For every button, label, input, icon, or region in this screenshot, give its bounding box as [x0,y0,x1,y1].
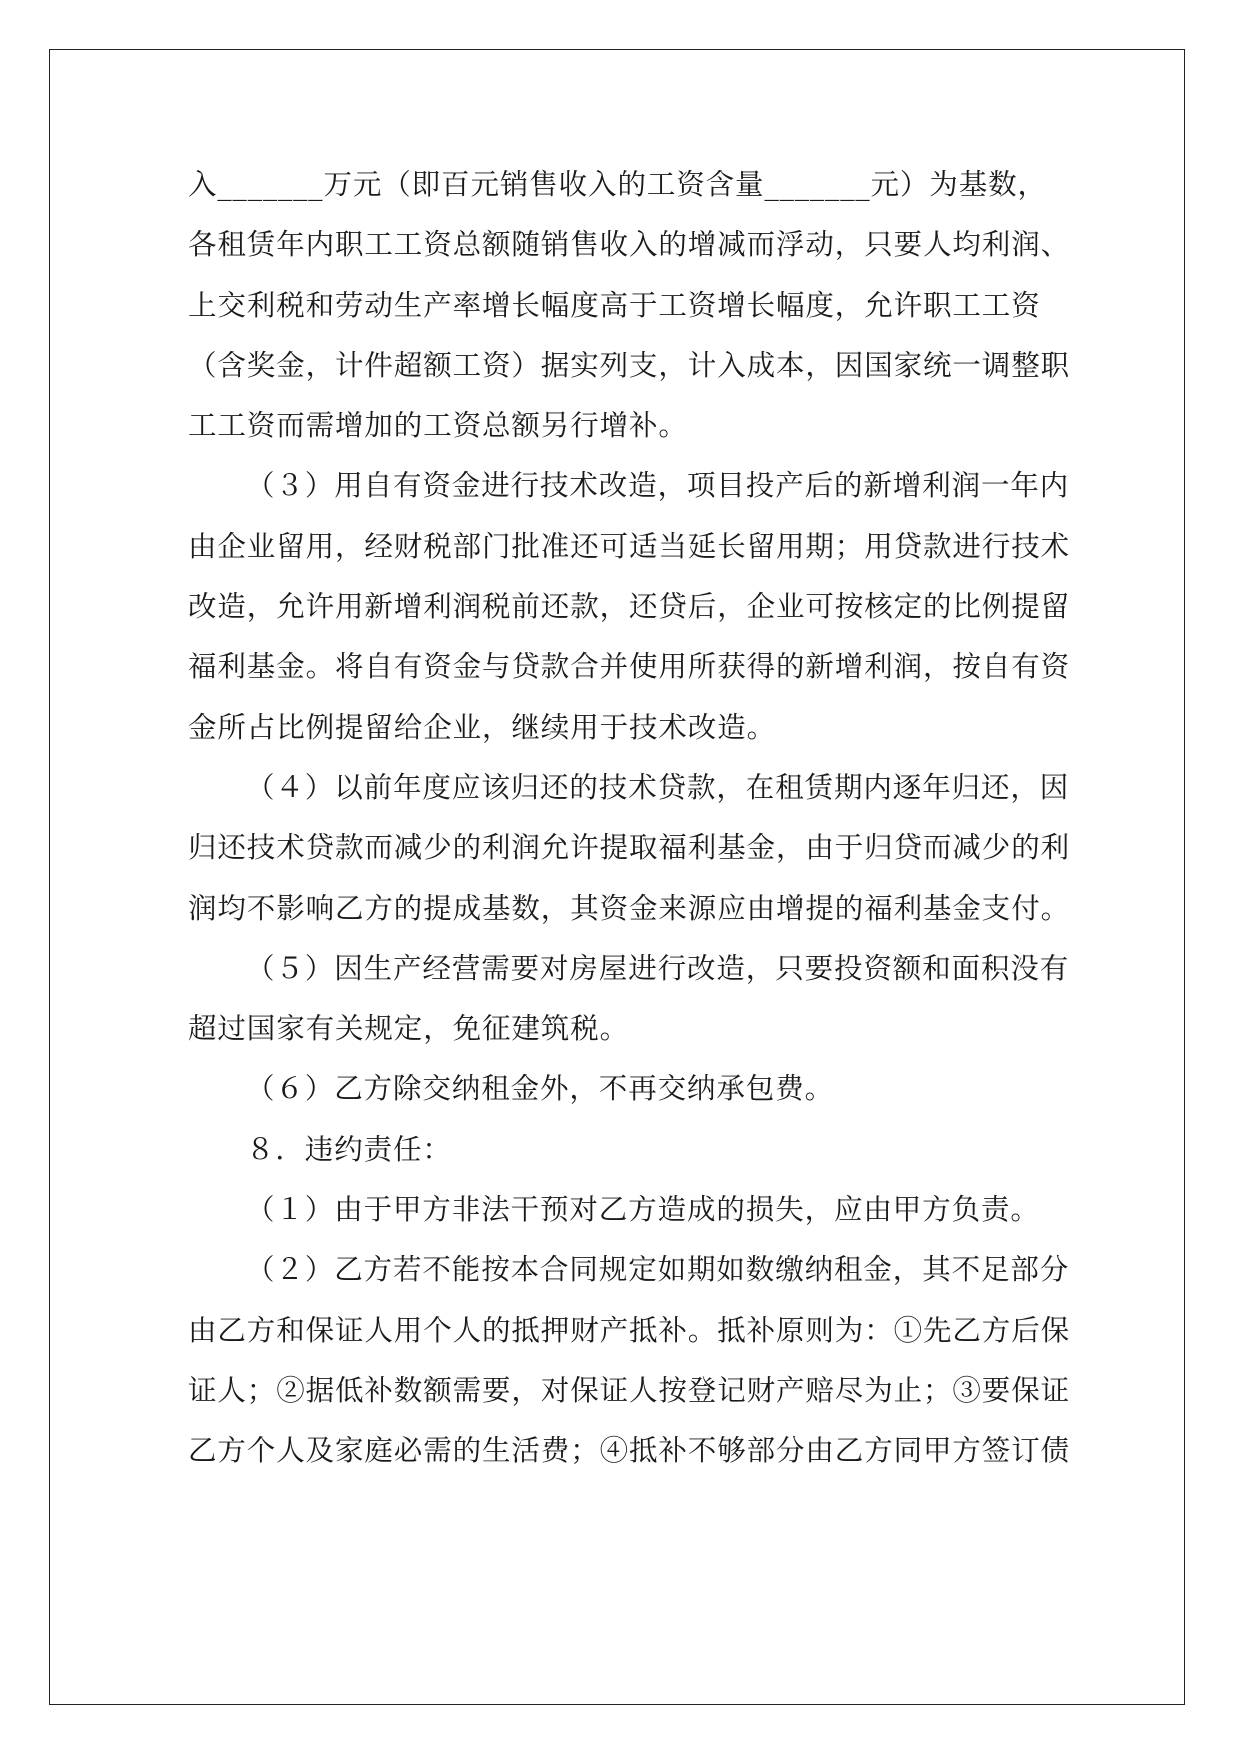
text-line: 工工资而需增加的工资总额另行增补。 [188,409,688,443]
text-line: 各租赁年内职工工资总额随销售收入的增减而浮动，只要人均利润、 [188,228,1071,262]
document-body [188,155,1071,1482]
text-line: 乙方个人及家庭必需的生活费；④抵补不够部分由乙方同甲方签订债 [188,1434,1071,1468]
paragraph-start-line: （５）因生产经营需要对房屋进行改造，只要投资额和面积没有 [246,951,1070,985]
text-line: 超过国家有关规定，免征建筑税。 [188,1012,630,1046]
text-line: 由乙方和保证人用个人的抵押财产抵补。抵补原则为：①先乙方后保 [188,1313,1071,1347]
paragraph-start-line: （１）由于甲方非法干预对乙方造成的损失，应由甲方负责。 [246,1193,1040,1227]
text-line: 改造，允许用新增利润税前还款，还贷后，企业可按核定的比例提留 [188,590,1071,624]
text-line: 由企业留用，经财税部门批准还可适当延长留用期；用贷款进行技术 [188,529,1071,563]
text-line: （含奖金，计件超额工资）据实列支，计入成本，因国家统一调整职 [188,348,1071,382]
section-heading: ８．违约责任： [246,1132,452,1166]
paragraph-start-line: （２）乙方若不能按本合同规定如期如数缴纳租金，其不足部分 [246,1253,1070,1287]
paragraph-start-line: （３）用自有资金进行技术改造，项目投产后的新增利润一年内 [246,469,1070,503]
text-line: 福利基金。将自有资金与贷款合并使用所获得的新增利润，按自有资 [188,650,1071,684]
text-line: 归还技术贷款而减少的利润允许提取福利基金，由于归贷而减少的利 [188,831,1071,865]
text-line: 入_______万元（即百元销售收入的工资含量_______元）为基数， [188,168,1047,201]
paragraph-start-line: （４）以前年度应该归还的技术贷款，在租赁期内逐年归还，因 [246,770,1070,804]
paragraph-start-line: （６）乙方除交纳租金外，不再交纳承包费。 [246,1072,835,1106]
text-line: 金所占比例提留给企业，继续用于技术改造。 [188,710,777,744]
text-line: 润均不影响乙方的提成基数，其资金来源应由增提的福利基金支付。 [188,891,1071,925]
text-line: 证人；②据低补数额需要，对保证人按登记财产赔尽为止；③要保证 [188,1373,1071,1407]
text-line: 上交利税和劳动生产率增长幅度高于工资增长幅度，允许职工工资 [188,288,1041,322]
